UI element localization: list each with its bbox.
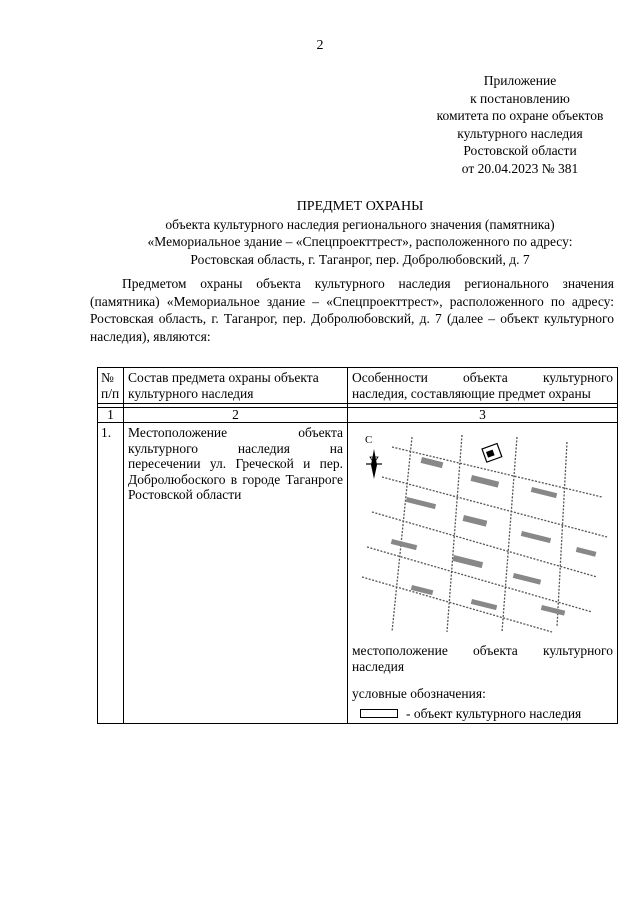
compass-icon — [365, 434, 382, 479]
appendix-line: комитета по охране объектов — [436, 108, 604, 123]
row-number: 1. — [98, 423, 124, 724]
building-blocks — [391, 457, 597, 616]
heritage-object-marker — [482, 444, 502, 463]
intro-paragraph: Предметом охраны объекта культурного наследия регионального значения (памятника) «Мемориальное здание – «Спецпроекттрест», расположенного по адресу: Ростовская область, г. Таганрог, пер. Добролюбовский, д. 7 (далее – объект культурного наследия), являются: — [90, 276, 614, 344]
title-line: Ростовская область, г. Таганрог, пер. Добролюбовский, д. 7 — [190, 251, 530, 267]
header-composition: Состав предмета охраны объекта культурного наследия — [124, 368, 348, 404]
header-number: № п/п — [98, 368, 124, 404]
header-features-word: культурного — [542, 370, 613, 385]
protection-table — [97, 367, 618, 724]
appendix-line: Ростовской области — [463, 143, 577, 158]
appendix-line: культурного наследия — [457, 125, 583, 141]
compass-letter: С — [365, 434, 373, 446]
header-features-word: объекта — [463, 370, 508, 385]
index-cell: 3 — [348, 408, 618, 423]
map-caption-line2: наследия — [352, 658, 405, 674]
appendix-line: от 20.04.2023 № 381 — [461, 160, 579, 176]
title-main: ПРЕДМЕТ ОХРАНЫ — [296, 199, 424, 214]
legend-item-label: - объект культурного наследия — [406, 705, 582, 721]
index-cell: 2 — [124, 408, 348, 423]
location-map-image — [352, 427, 610, 637]
table-row — [98, 423, 618, 724]
legend-swatch-icon — [360, 709, 398, 718]
document-title — [60, 198, 640, 268]
title-line: «Мемориальное здание – «Спецпроекттрест», расположенного по адресу: — [147, 234, 573, 249]
index-cell: 1 — [98, 408, 124, 423]
table-header-row — [98, 368, 618, 404]
title-line: объекта культурного наследия регионального значения (памятника) — [165, 216, 555, 232]
legend-title: условные обозначения: — [352, 686, 486, 701]
header-features-word: Особенности — [352, 370, 428, 385]
legend-item — [360, 706, 613, 722]
location-map — [352, 427, 610, 637]
row-features — [348, 423, 618, 724]
appendix-block — [410, 72, 630, 177]
appendix-line: Приложение — [483, 73, 557, 88]
page-number: 2 — [316, 38, 324, 53]
header-features — [348, 368, 618, 404]
row-composition: Местоположение объекта культурного наследия на пересечении ул. Греческой и пер. Добролюбоского в городе Таганроге Ростовской области — [124, 423, 348, 724]
table-index-row — [98, 408, 618, 423]
map-caption: местоположение объекта культурного — [352, 643, 613, 658]
appendix-line: к постановлению — [470, 90, 570, 106]
header-features-rest: наследия, составляющие предмет охраны — [352, 385, 591, 401]
